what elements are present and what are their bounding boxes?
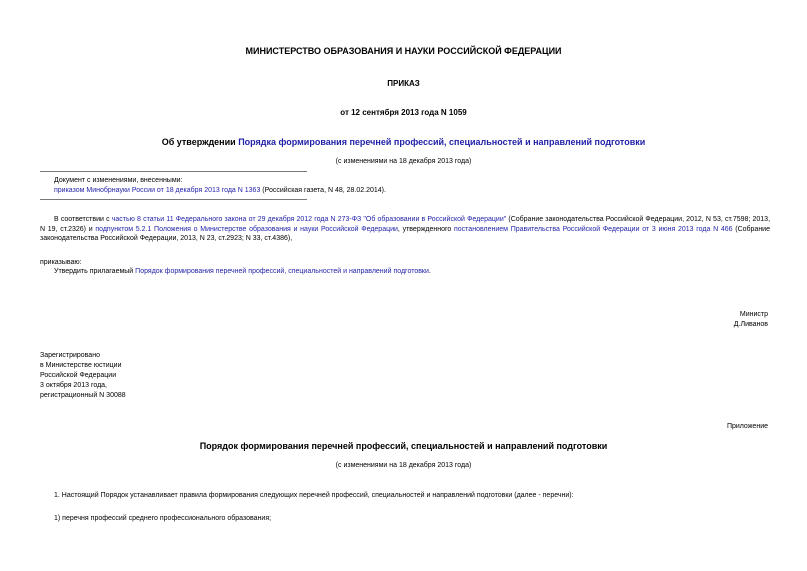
- divider-bottom: [40, 199, 307, 200]
- regulation-link[interactable]: подпунктом 5.2.1 Положения о Министерстве образования и науки Российской Федерации: [95, 225, 398, 233]
- appendix-paragraph-2: 1) перечня профессий среднего профессионального образования;: [54, 515, 272, 522]
- approve-link[interactable]: Порядок формирования перечней профессий, специальностей и направлений подготовки: [135, 268, 429, 275]
- signature-name: Д.Ливанов: [733, 321, 768, 328]
- title-revision: (с изменениями на 18 декабря 2013 года): [335, 158, 472, 165]
- registration-line-5: регистрационный N 30088: [40, 392, 126, 399]
- government-decree-link[interactable]: постановлением Правительства Российской Федерации от 3 июня 2013 года N 466: [454, 225, 733, 233]
- appendix-label: Приложение: [726, 423, 768, 430]
- approve-suffix: .: [428, 268, 431, 275]
- registration-line-4: 3 октября 2013 года,: [40, 382, 108, 389]
- preamble-text-1: В соответствии с: [54, 216, 112, 223]
- law-273-link[interactable]: частью 8 статьи 11 Федерального закона от 29 декабря 2012 года N 273-ФЗ "Об образовании в Российской Федерации": [111, 216, 507, 223]
- preamble-text-3: , утвержденного: [397, 225, 454, 233]
- registration-line-2: в Министерстве юстиции: [40, 362, 122, 369]
- appendix-paragraph-1: 1. Настоящий Порядок устанавливает правила формирования следующих перечней профессий, специальностей и направлений подготовки (далее - перечни):: [54, 492, 574, 499]
- approve-line: [54, 267, 431, 276]
- amendment-source: (Российская газета, N 48, 28.02.2014).: [260, 187, 386, 194]
- approve-prefix: Утвердить прилагаемый: [54, 268, 136, 275]
- order-command: приказываю:: [40, 259, 82, 266]
- amendments-line: [54, 186, 386, 195]
- preamble-text-4: (Собрание законодательства Российской Федерации, 2013, N 23, ст.2923; N 33, ст.4386),: [40, 225, 770, 242]
- document-title: [0, 137, 807, 147]
- order-date-number: от 12 сентября 2013 года N 1059: [340, 108, 467, 117]
- appendix-revision: (с изменениями на 18 декабря 2013 года): [335, 462, 472, 469]
- ministry-heading: МИНИСТЕРСТВО ОБРАЗОВАНИЯ И НАУКИ РОССИЙСКОЙ ФЕДЕРАЦИИ: [245, 46, 562, 56]
- registration-line-3: Российской Федерации: [40, 372, 117, 379]
- title-link[interactable]: Порядка формирования перечней профессий, специальностей и направлений подготовки: [238, 137, 646, 147]
- amendment-link[interactable]: приказом Минобрнауки России от 18 декабря 2013 года N 1363: [54, 187, 261, 194]
- preamble-text-2: (Собрание законодательства Российской Федерации, 2012, N 53, ст.7598; 2013, N 19, ст.2326) и: [40, 216, 771, 233]
- preamble-paragraph: [40, 215, 770, 244]
- order-heading: ПРИКАЗ: [387, 79, 420, 88]
- registration-line-1: Зарегистрировано: [40, 352, 100, 359]
- amendments-intro: Документ с изменениями, внесенными:: [54, 177, 183, 184]
- divider-top: [40, 171, 307, 172]
- signature-position: Министр: [739, 311, 768, 318]
- title-prefix: Об утверждении: [161, 137, 239, 147]
- appendix-title: Порядок формирования перечней профессий, специальностей и направлений подготовки: [199, 441, 608, 451]
